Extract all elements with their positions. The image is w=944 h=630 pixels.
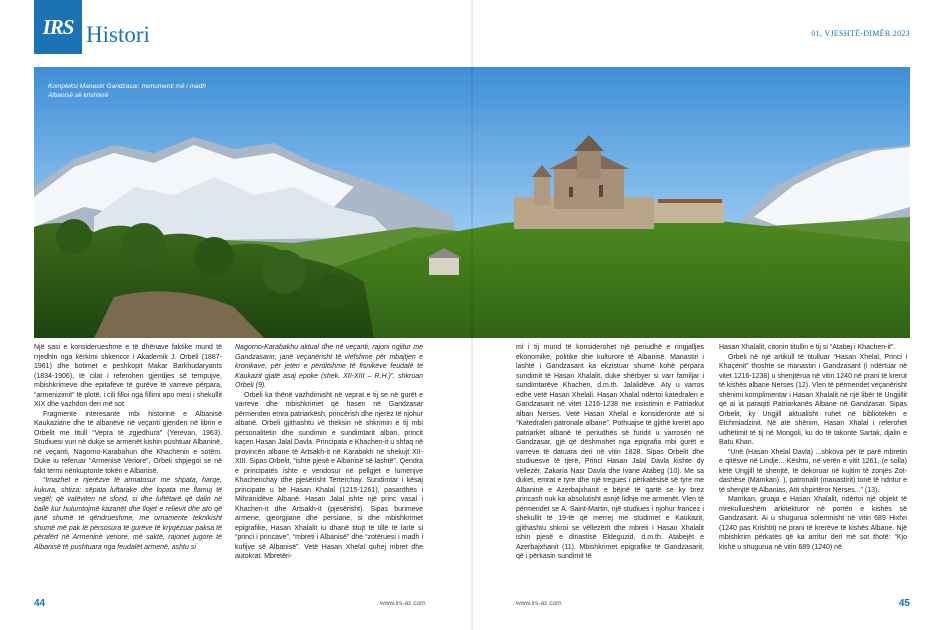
quote-paragraph: “Unë (Hasan Xhelal Davla) ...shkova për të parë mbretin e qitësve në Lindje... Kështu, në verën e vitit 1261, (e solla) këtë Ungjill të shenjtë, të dekoruar në kujtim të zonjës Zot-dashëse (Mamkan). ), patronalit (manastirit) tonë të ndritur e të shenjtë të Albanias, Atit shpirtëror Nerses...” (13). (719, 448, 907, 494)
paragraph: Orbeli në një artikull të titulluar “Hasan Xhelal, Princi i Khaçenit” thoshte se manastiri i Gandzasarit (i ndërtuar në vitet 1216-1238) u shenjtërua në vitin 1240 në prani të krerut të kishës albane Nerses (12). Vlen të përmendet veçanërisht shënimi komplimentar i Hasan Xhalalit në një libër të Ungjillit që ai ia paraqiti Patriarkanës Albane në Gandzasar. Sipas Orbelit, ky Ungjill aktualisht ruhet në bibliotekën e Etchmiadzinit. Në atë shënim, Hasan Xhalal i referohet udhëtimit të tij në Mongoli, ku do të takonte Sartak, djalin e Batu Khan. (719, 353, 907, 446)
text-column-3 (516, 343, 704, 593)
website-url-left[interactable]: www.irs-az.com (380, 600, 426, 607)
paragraph: Fragmente interesante mbi historinë e Albanisë Kaukaziane dhe të albanëve në veçanti gjenden në librin e Orbelit me titull “Vepra të zgjedhura” (Yerevan, 1963). Studiuesi vuri në dukje se armenët kishin pushtuar Albaninë, në veçanti, Nagorno-Karabahun dhe Khachenin e sotëm. Duke iu referuar “Armenisë Veriore”, Orbeli shpjegoi se në fakt termi nënkuptonte tokën e Albanisë. (34, 410, 222, 475)
text-column-4 (719, 343, 907, 593)
quote-paragraph: Nagorno-Karabakhu aktual dhe në veçanti, rajoni ngjitur me Gandzasarin, janë veçanërisht të vlefshme për mbajtjen e kronikave, për jetën e përditshme të fisnikëve feudalë të Kaukazit gjatë asaj epoke (shek. XII-XIII – R.H.)”, shkruan Orbeli (9). (235, 344, 423, 389)
page-gutter (471, 0, 473, 630)
section-title: Histori (86, 22, 150, 47)
paragraph: Një sasi e konsiderueshme e të dhënave faktike mund të rrjedhin nga kërkimi shkencor i Akademik J. Orbeli (1887-1961) dhe botimet e peshkopit Makar Barkhudaryants (1834-1906), të cilat i referohen gjendjes së tempujve, mbishkrimeve dhe epitafeve të gurëve të varreve përpara, “armenizimit” të plotë, i cili filloi nga fillimi apo mesi i shekullit XIX dhe vazhdon deri më sot. (34, 344, 222, 408)
issue-label: 01, VJESHTË-DIMËR 2023 (811, 29, 910, 38)
quote-paragraph: “Imazhet e njerëzve të armatosur me shpata, harqe, kukura, shtiza; sëpata luftarake dhe lopata me flamuj të vegël; që valëviten në sfond, si dhe luftëtarë që dalin në ballë kur hulumtojmë kazanët dhe llojet e relievit dhe ato që janë shumë të qëndrueshme, me ornamente teknikisht shumë më pak të përsosura të gurëve të kryqëzuar paksa të përafërt në Armeninë veriore, më saktë, rajonet jugore të Albanisë të pushtuara nga feudalët armenë, ashtu si (34, 477, 222, 551)
paragraph: Hasan Xhalalit, citonin titullin e tij si “Atabej i Khachen-it”. (719, 344, 896, 351)
website-url-right[interactable]: www.irs-az.com (516, 600, 562, 607)
paragraph: Orbeli ka thënë vazhdimisht në veprat e tij se në gurët e varreve dhe mbishkrimet që hasen në Gandzasar përmenden emra patriarkësh, princërish dhe njerëz të njohur albanë. Orbeli gjithashtu vë theksin në shkrimin e tij mbi personalitetin dhe sundimin e sundimtarit alban, princit kaçen Hasan Jalal Davla. Principata e Khachen-it u shfaq në provincën albane të Artsakh-it në Karabakh në shekujt XII-XIII. Sipas Orbelit, “ishte pjesë e Albanisë së lashtë”. Qendra e principatës ishte e vendosur në pellgjet e lumenjve Khachenchay dhe pjesërisht Terterchay. Sundimtar i kësaj principate u bë Hasan Khalal (1215-1261), pasardhës i Mihranidëve Albanë. Hasan Jalal ishte një princ vasal i Khachen-it dhe Artsakh-it (pjesërisht). Sipas burimeve armene, gjeorgjiane dhe persiane, si dhe mbishkrimet epigrafike, Hasan Xhalalit iu dhanë titujt të tillë të lartë si “princi i princave”, “mbreti i Albanisë” dhe “zotëruesi i madh i kufijve së Albanisë”. Vetë Hasan Xhelal quhej mbret dhe autokrat. Mbretëri- (235, 391, 423, 560)
text-column-1 (34, 343, 222, 593)
magazine-logo (34, 0, 82, 54)
page-number-left: 44 (34, 598, 46, 609)
text-column-2 (235, 343, 423, 593)
paragraph: mi i tij mund të konsiderohet një periudhë e ringjalljes ekonomike, politike dhe kulturore të Albanisë. Manastiri i lashtë i Gandzasarit ka ekzistuar shumë kohë përpara sundimit të Hasan Xhalalit, duke shërbyer si varr familjar i sundimtarëve Khachen, d.m.th. Jalalidëve. Aty u varros edhe vetë Hasan Xhelali. Hasan Xhalal ndërtoi katedralen e Gandzasarit në vitet 1216-1238 me insistimin e Patriarkut alban Nerses. Vetë Hasan Xhelal e konsideronte atë si “Katedralen patronale albane”. Pothuajse të gjithë krerët apo patriarkët albanë të periudhës së fundit u varrosën në Gandzasar, gjë që dëshmohet nga epigrafia mbi gurët e varreve të datuara deri në vitin 1828. Sipas Orbelit dhe studiuesve të tjerë, Princi Hasan Jalal Davla kishte dy vëllezër, Zakaria Nasr Davla dhe Ivane Atabeg (10). Me sa duket, emrat e tyre dhe një tregues i përkatësisë së tyre me Albaninë e Azerbajxhanit e bëjnë të qartë se ky brez princash nuk ka absolutisht asnjë lidhje me armenët. Vlen të përmendet se A. Saint-Martin, një studiues i njohur francez i shekullit të 19-të që merrej me studimet e Kaukazit, gjithashtu shkroi se vëllezërit dhe mbreti i Hasan Xhalalit ishin pjesë e dinastisë Eldeguzid, d.m.th. Atabejët e Azerbajxhanit (11). Mbishkrimet epigrafike të Gandzasarit, që i përkasin sundimit të (516, 344, 704, 560)
photo-caption: Kompleksi Manastir Gandzasar, monumenti më i madh Albanisë së krishterë (48, 83, 206, 99)
logo-text: IRS (42, 14, 74, 39)
paragraph: Mamkan, gruaja e Hasan Xhalalit, ndërtoi një objekt të mrekullueshëm arkitekturor në portën e kishës së Gandzasarit. Ai u shugurua solemnisht në vitin 689 Hixhri (1240 pas Krishtit) në prani të krerëve të kishës Albane. Një mbishkrim përkatës që ka arritur deri më sot thotë: “Kjo kishë u shugurua në vitin 689 (1240) në (719, 496, 907, 551)
page-number-right: 45 (898, 598, 910, 609)
